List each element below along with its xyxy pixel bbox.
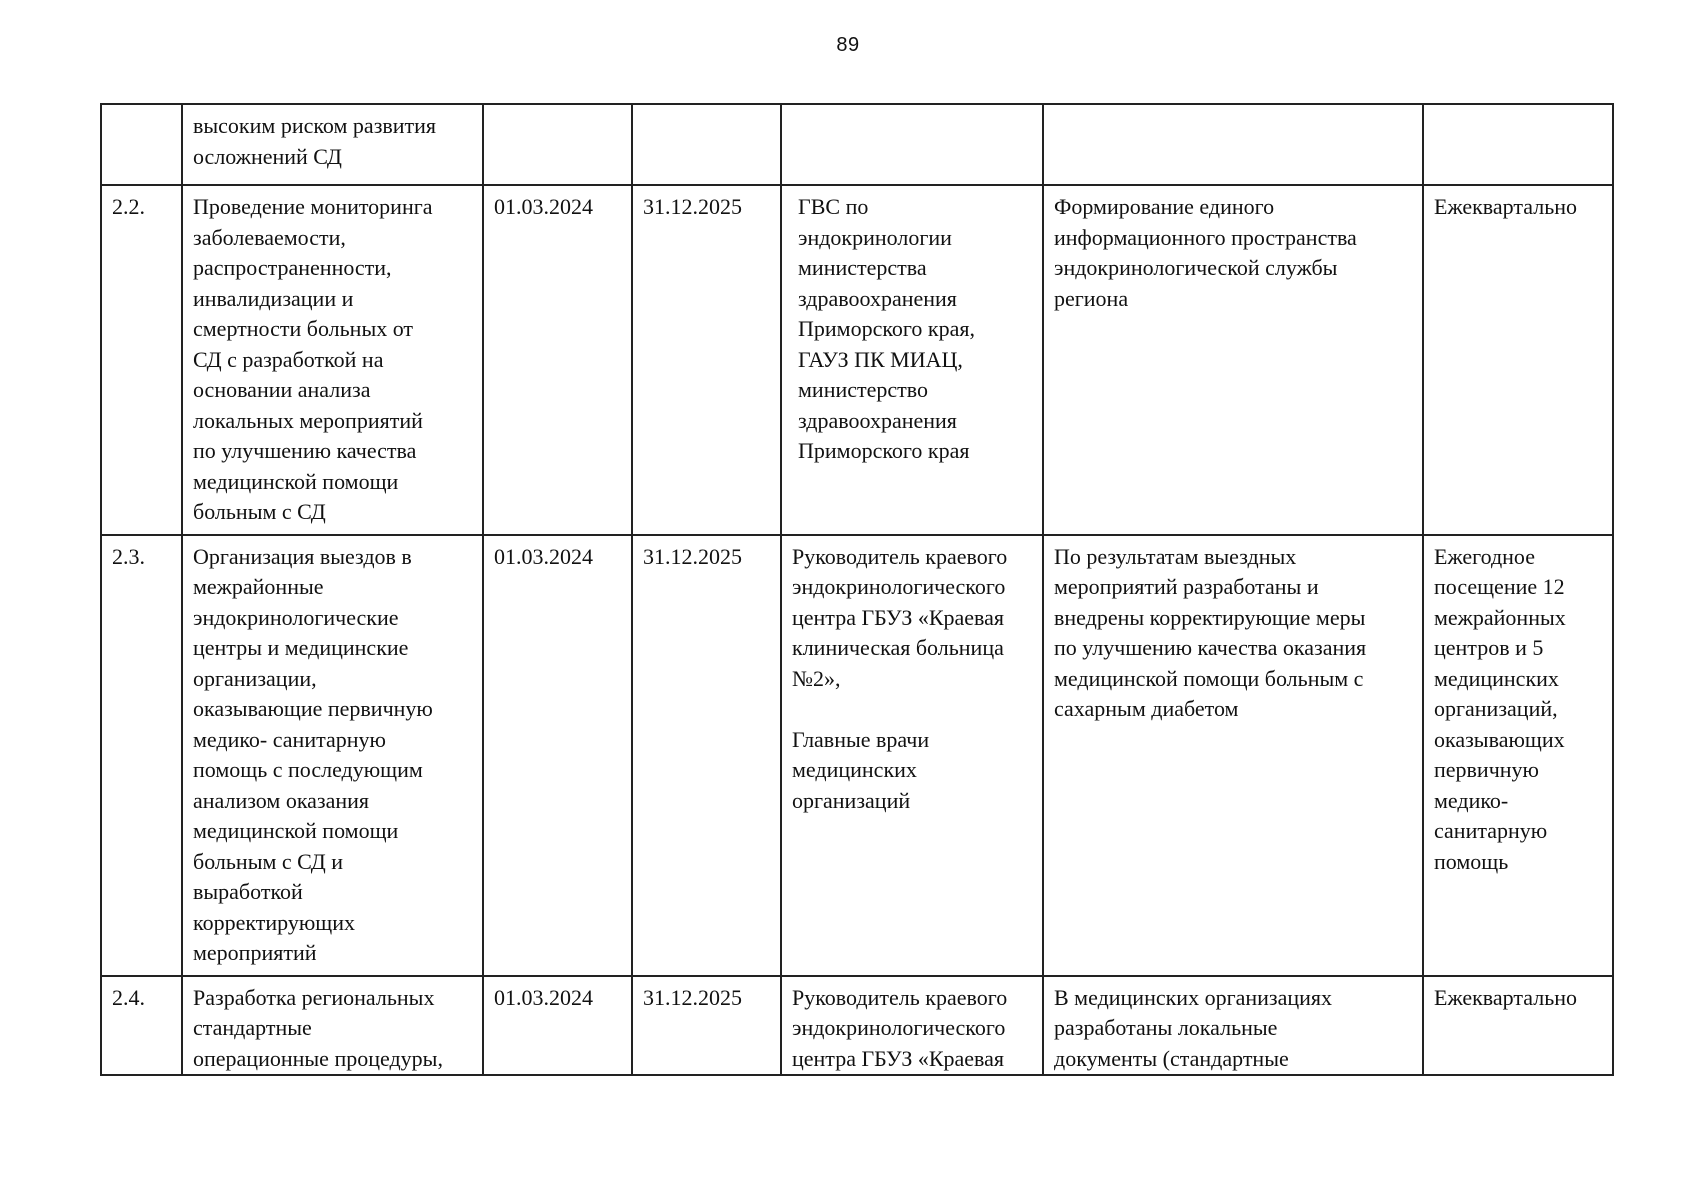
end-date-cell: 31.12.2025 (632, 535, 781, 976)
periodicity-cell: Ежеквартально (1423, 185, 1613, 535)
responsible-cell: Руководитель краевого эндокринологического центра ГБУЗ «Краевая (781, 976, 1043, 1076)
result-cell (1043, 104, 1423, 185)
responsible-cell: ГВС по эндокринологии министерства здравоохранения Приморского края, ГАУЗ ПК МИАЦ, министерство здравоохранения Приморского края (781, 185, 1043, 535)
row-number-cell: 2.3. (101, 535, 182, 976)
table-row (101, 185, 1613, 535)
page-number: 89 (836, 34, 860, 56)
result-cell: По результатам выездных мероприятий разработаны и внедрены корректирующие меры по улучшению качества оказания медицинской помощи больным с сахарным диабетом (1043, 535, 1423, 976)
responsible-cell (781, 104, 1043, 185)
table-row (101, 535, 1613, 976)
row-number-cell (101, 104, 182, 185)
row-number-cell: 2.2. (101, 185, 182, 535)
periodicity-cell: Ежегодное посещение 12 межрайонных центров и 5 медицинских организаций, оказывающих первичную медико- санитарную помощь (1423, 535, 1613, 976)
plan-table (100, 103, 1614, 1076)
event-cell: Разработка региональных стандартные операционные процедуры, (182, 976, 483, 1076)
event-cell: Организация выездов в межрайонные эндокринологические центры и медицинские организации, оказывающие первичную медико- санитарную помощь с последующим анализом оказания медицинской помощи больным с СД и выработкой корректирующих мероприятий (182, 535, 483, 976)
table-row (101, 976, 1613, 1076)
result-cell: Формирование единого информационного пространства эндокринологической службы региона (1043, 185, 1423, 535)
table-row (101, 104, 1613, 185)
end-date-cell: 31.12.2025 (632, 976, 781, 1076)
row-number-cell: 2.4. (101, 976, 182, 1076)
result-cell: В медицинских организациях разработаны локальные документы (стандартные (1043, 976, 1423, 1076)
start-date-cell: 01.03.2024 (483, 185, 632, 535)
responsible-cell: Руководитель краевого эндокринологического центра ГБУЗ «Краевая клиническая больница №2», Главные врачи медицинских организаций (781, 535, 1043, 976)
end-date-cell: 31.12.2025 (632, 185, 781, 535)
event-cell: Проведение мониторинга заболеваемости, распространенности, инвалидизации и смертности больных от СД с разработкой на основании анализа локальных мероприятий по улучшению качества медицинской помощи больным с СД (182, 185, 483, 535)
end-date-cell (632, 104, 781, 185)
start-date-cell: 01.03.2024 (483, 535, 632, 976)
periodicity-cell (1423, 104, 1613, 185)
start-date-cell: 01.03.2024 (483, 976, 632, 1076)
periodicity-cell: Ежеквартально (1423, 976, 1613, 1076)
event-cell: высоким риском развития осложнений СД (182, 104, 483, 185)
start-date-cell (483, 104, 632, 185)
